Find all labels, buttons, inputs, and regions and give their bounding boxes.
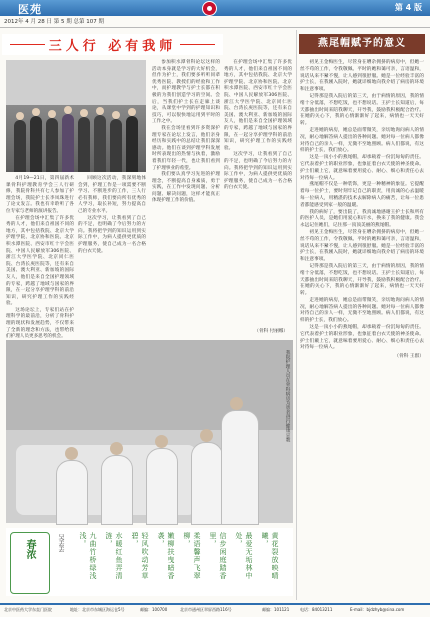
left-article-col-1	[6, 176, 74, 340]
photo-caption: 我院护理人员在骨科病房为患者进行健康宣教	[285, 350, 290, 442]
left-article-col-3	[152, 60, 220, 336]
nurse-figure	[146, 448, 178, 525]
paragraph: 参加积水潭骨科论坛这样的活动本身就是学习的大好机会，但作为护士，我们要多听听同辈优秀医院、教授们的经验和工作中，而护理教学与护士长都在积极的为我们创造学习的空间。会后，当我们护士长在走廊上谈论，从课堂中学到的护理知识和技巧，可以很快地运用到平时的工作之中。	[152, 60, 220, 125]
nurse-figure	[56, 460, 88, 525]
left-article-title-box	[2, 34, 223, 55]
dateline	[0, 17, 430, 28]
nurse-figure	[191, 442, 223, 525]
poem-line: 轻风吹动芳草碧，	[131, 532, 149, 580]
left-article-col-2	[78, 176, 146, 336]
paragraph: 这次学习，让我看到了自己的不足，也明确了今后努力的方向。我将把学到的知识运用到实际工作中，为病人提供更优质的护理服务，使自己成为一名合格的白衣天使。	[78, 215, 146, 254]
person-figure	[46, 118, 58, 172]
footer-postcode-2: 邮编：101121	[262, 607, 290, 612]
paragraph: 在护理会场中汇集了许多优秀的人才，他们来自祖国不同的地方，其中包括我院、北京大学护理学院、北京协和医院、北京积水潭医院、西安市红十字会医院、中国人民解放军306医院、浙江大学医学院、北京同仁医院、台湾长庚医院等，还有来自美国、澳大利亚、新加坡的国际友人，他们是来自全国护理领域的专家，跨越了地域与国家的界限，在一起分享护理学科的前沿知识，研究护理工作的实践经验。	[6, 215, 74, 307]
paragraph: 这场论坛上，专家们站在护理科学的最前沿，分析了骨科护理的现状和发展趋势，不仅带来了全新的理念和方法，也带给我们护理人员更多思考的机会。	[6, 307, 74, 340]
person-figure	[94, 115, 106, 172]
poem-title-frame	[10, 532, 50, 594]
person-figure	[14, 120, 26, 172]
paragraph: 我在会场里看到许多资深护理专家在论坛上发言，他们亲身经历和实践中的总结让我们深深感动。他们在谈到护理学科发展时所表现出的热情与执着，激励着我们年轻一代，也让我们看到了护理事业的希望。	[152, 125, 220, 171]
poem-line: 最爱无垢林中处，	[235, 532, 253, 580]
right-article-title: 燕尾帽赋予的意义	[299, 34, 425, 54]
left-article-title-text: 三人行 必有我师	[45, 39, 181, 54]
footer-postcode: 邮编：100700	[140, 607, 168, 612]
paragraph: 初见王金梅医生，尽管身在嘈杂拥挤的病房中，但她一丝不苟的工作，令我敬佩。平时的她和蔼可亲，言语温和，说话从来不紧不慢，让人感到很舒服。她是一位经验丰富的护士长，在我刚入院时，她就详细地向我介绍了病房的环境和注意事项。	[300, 60, 424, 93]
poem-line: 九曲竹桥绿浅浅。	[79, 532, 97, 580]
paragraph: 走进她的病房，她总是面带微笑，亲切地询问病人的情况，耐心地解答病人提出的各种问题。她对每一位病人都像对待自己的亲人一样，无微不至地照顾。病人们都说，有这样的护士长，我们放心。	[300, 127, 424, 154]
paragraph: 记得那是我入院后的第三天，由于病情的原因，我的情绪十分低落，不想吃饭，也不想说话。王护士长知道后，每天都抽出时间来陪我聊天，开导我，鼓励我积极配合治疗。在她的关心下，我的心情渐渐好了起来，病情也一天天好转。	[300, 263, 424, 297]
paragraph: 这是一顶小小的燕尾帽，却承载着一份沉甸甸的责任。它代表着护士的职业形象，也象征着白衣天使的神圣使命。护士们戴上它，就意味着要用爱心、耐心、细心和责任心去对待每一位病人。	[300, 325, 424, 351]
page-label: 第 4 版	[394, 3, 422, 12]
paragraph: 记得那是我入院后的第三天，由于病情的原因，我的情绪十分低落，不想吃饭，也不想说话。王护士长知道后，每天都抽出时间来陪我聊天，开导我，鼓励我积极配合治疗。在她的关心下，我的心情渐渐好了起来，病情也一天天好转。	[300, 93, 424, 127]
paragraph: 燕尾帽不仅是一种装饰，更是一种精神的象征。它提醒着每一位护士，要时刻牢记自己的职责，用真诚的心去温暖每一位病人，用精湛的技术去解除病人的痛苦，让每一位患者都能感受到家一般的温暖。	[300, 182, 424, 208]
poem-title: 春浓	[24, 539, 35, 559]
masthead	[0, 0, 430, 16]
footer-address-2: 北京市通州区翠屏西路116号	[180, 607, 232, 612]
person-figure	[78, 117, 90, 172]
poem-line: 黄花裂放映晴曦，	[261, 532, 279, 580]
poem-author: 吴丢丢	[57, 534, 64, 552]
column-divider	[296, 30, 297, 600]
paragraph: 我们要认真学习先进的护理理念，不断提高自身素质，勇于实践，在工作中发现问题、分析问题、解决问题，这样才能真正体现护理工作的价值。	[152, 172, 220, 204]
footer-email: E-mail：bjdzhyb@sina.com	[350, 607, 405, 612]
nurse-figure	[101, 455, 133, 525]
photo-background	[6, 60, 146, 105]
left-article-col-4	[224, 60, 292, 336]
left-article-byline: （骨科 付丽娜）	[254, 329, 288, 335]
person-figure	[30, 116, 42, 172]
paragraph: 这是一顶小小的燕尾帽，却承载着一份沉甸甸的责任。它代表着护士的职业形象，也象征着白衣天使的神圣使命。护士们戴上它，就意味着要用爱心、耐心、细心和责任心去对待每一位病人。	[300, 155, 424, 181]
person-figure	[110, 119, 122, 172]
footer-publisher: 北京中医药大学东直门医院	[4, 607, 52, 612]
paragraph: 在护理会场中汇集了许多优秀的人才，他们来自祖国不同的地方，其中包括我院、北京大学护理学院、北京协和医院、北京积水潭医院、西安市红十字会医院、中国人民解放军306医院、浙江大学医学院、北京同仁医院、台湾长庚医院等，还有来自美国、澳大利亚、新加坡的国际友人，他们是来自全国护理领域的专家，跨越了地域与国家的界限，在一起分享护理学科的前沿知识，研究护理工作的实践经验。	[224, 60, 292, 151]
paragraph: 4月19—21日，第四届新术课骨科护理教育学会三人行研修，我院骨科共有七人参加了护理会场，我院护士长李凤珠进行了论文发言。我也有幸聆听了各位专家与老师的演讲报告。	[6, 176, 74, 214]
footer-phone: 电话：84013211	[300, 607, 333, 612]
poem-line: 信步闲庭踏香里，	[209, 532, 227, 580]
footer	[0, 603, 430, 617]
right-article-body	[300, 60, 424, 598]
person-figure	[62, 114, 74, 172]
nurse-figure	[221, 410, 259, 525]
paragraph: 这次学习，让我看到了自己的不足，也明确了今后努力的方向。我将把学到的知识运用到实际工作中，为病人提供更优质的护理服务，使自己成为一名合格的白衣天使。	[224, 152, 292, 191]
poem-line: 水暖红鱼弄清涟，	[105, 532, 123, 580]
poem-lines	[70, 532, 280, 594]
paragraph: 初见王金梅医生，尽管身在嘈杂拥挤的病房中，但她一丝不苟的工作，令我敬佩。平时的她和蔼可亲，言语温和，说话从来不紧不慢，让人感到很舒服。她是一位经验丰富的护士长，在我刚入院时，她就详细地向我介绍了病房的环境和注意事项。	[300, 229, 424, 263]
group-photo	[6, 60, 146, 172]
issue-date: 2012年 4 月 28 日 第 5 期 总第 107 期	[4, 19, 104, 25]
paragraph: 走进她的病房，她总是面带微笑，亲切地询问病人的情况，耐心地解答病人提出的各种问题。她对每一位病人都像对待自己的亲人一样，无微不至地照顾。病人们都说，有这样的护士长，我们放心。	[300, 297, 424, 324]
poem-block	[6, 528, 293, 596]
poem-line: 柔语馨声飞翠柳，	[183, 532, 201, 580]
hospital-logo-icon	[202, 1, 217, 16]
paragraph: 回顾这次活动，我深刻地体会到，护理工作是一项需要不断学习、不断进步的工作，三人行必有我师，我们要向所有优秀的人学习，取长补短，努力提高自己的专业水平。	[78, 176, 146, 214]
footer-address: 地址：北京市东城区海运仓5号	[70, 607, 125, 612]
masthead-name: 医苑	[18, 3, 42, 16]
paragraph: 我的病好了，要出院了，我真诚地感谢王护士长和所有的医护人员，是她们用爱心和汗水，换来了我的健康。我会永远记住她们，记住那一顶顶美丽的燕尾帽。	[300, 209, 424, 229]
left-article-title	[2, 35, 223, 54]
right-article-byline: （骨科 王群）	[394, 354, 424, 360]
person-figure	[126, 116, 138, 172]
poem-line: 嫩柳扶曳暗香袭，	[157, 532, 175, 580]
ward-photo	[6, 340, 293, 523]
